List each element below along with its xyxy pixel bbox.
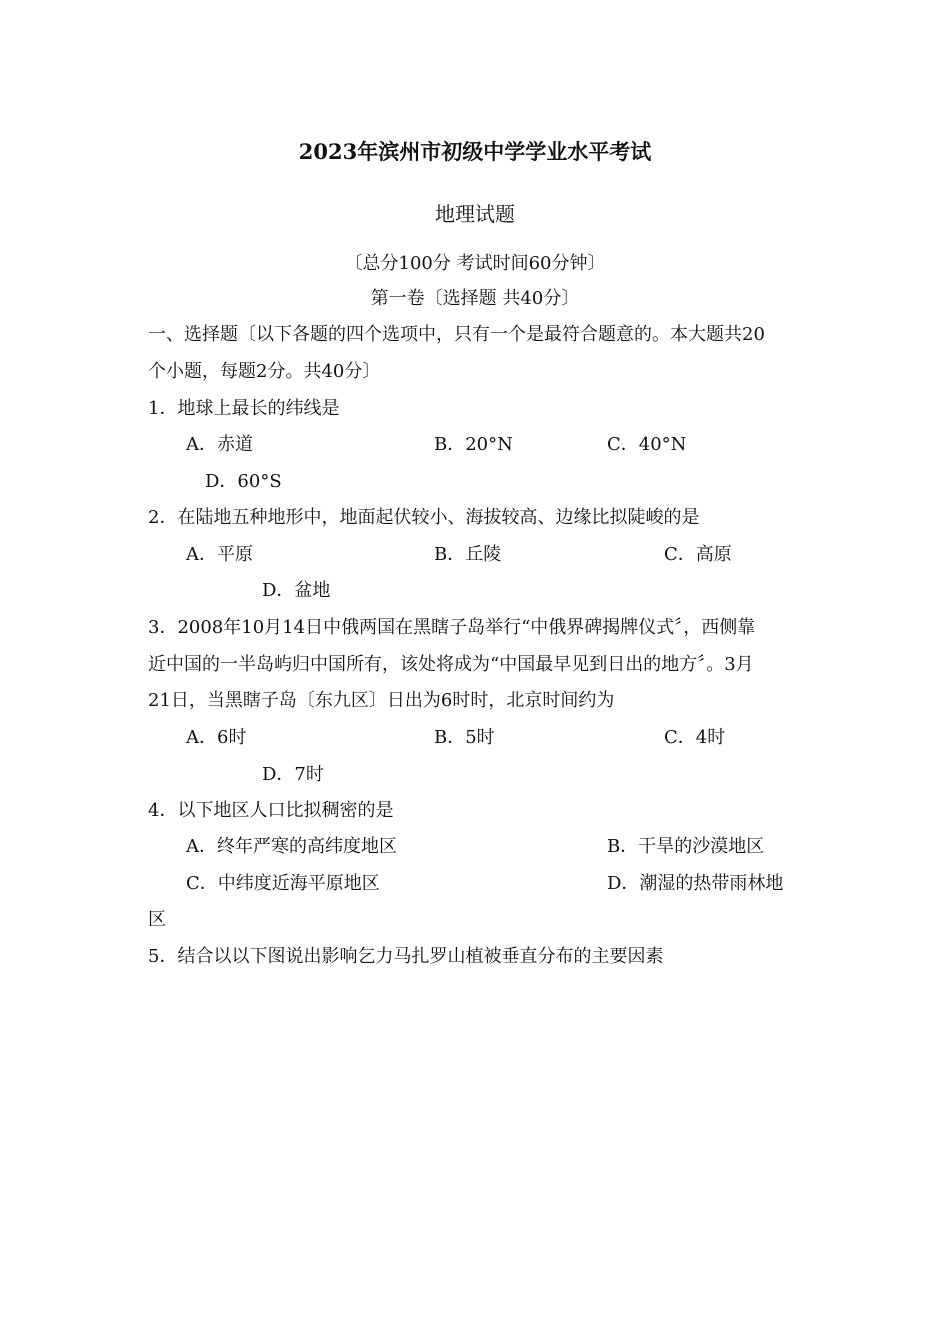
question-4-option-c: C．中纬度近海平原地区 <box>186 873 380 894</box>
section-intro-line-1: 一、选择题〔以下各题的四个选项中，只有一个是最符合题意的。本大题共20 <box>148 324 765 345</box>
section-intro-line-2: 个小题，每题2分。共40分〕 <box>148 361 381 382</box>
question-1-option-c: C．40°N <box>607 434 687 455</box>
question-3-stem-line-2: 近中国的一半岛屿归中国所有，该处将成为“中国最早见到日出的地方〞。3月 <box>148 654 754 675</box>
question-2-stem: 2．在陆地五种地形中，地面起伏较小、海拔较高、边缘比拟陡峻的是 <box>148 507 700 528</box>
question-3-option-b: B．5时 <box>434 727 495 748</box>
question-5-stem: 5．结合以以下图说出影响乞力马扎罗山植被垂直分布的主要因素 <box>148 946 664 967</box>
question-3-stem-line-3: 21日，当黑瞎子岛〔东九区〕日出为6时时，北京时间约为 <box>148 690 615 711</box>
question-2-option-d: D．盆地 <box>262 580 331 601</box>
question-4-option-d-wrap: 区 <box>148 909 166 930</box>
volume-title: 第一卷〔选择题 共40分〕 <box>370 288 580 309</box>
question-1-option-a: A．赤道 <box>186 434 253 455</box>
question-3-option-a: A．6时 <box>186 727 247 748</box>
question-2-option-b: B．丘陵 <box>434 544 502 565</box>
question-1-option-d: D．60°S <box>205 471 282 492</box>
question-2-option-c: C．高原 <box>664 544 732 565</box>
exam-title: 2023年滨州市初级中学学业水平考试 <box>298 139 652 164</box>
exam-info: 〔总分100分 考试时间60分钟〕 <box>344 253 606 274</box>
question-4-stem: 4．以下地区人口比拟稠密的是 <box>148 800 394 821</box>
subject-title: 地理试题 <box>435 202 515 226</box>
question-1-option-b: B．20°N <box>434 434 513 455</box>
question-3-option-d: D．7时 <box>262 764 324 785</box>
question-2-option-a: A．平原 <box>186 544 253 565</box>
question-1-stem: 1．地球上最长的纬线是 <box>148 398 340 419</box>
question-4-option-a: A．终年严寒的高纬度地区 <box>186 836 397 857</box>
question-4-option-d: D．潮湿的热带雨林地 <box>607 873 784 894</box>
question-3-option-c: C．4时 <box>664 727 726 748</box>
question-4-option-b: B．干旱的沙漠地区 <box>607 836 765 857</box>
question-3-stem-line-1: 3．2008年10月14日中俄两国在黑瞎子岛举行“中俄界碑揭牌仪式〞，西侧靠 <box>148 617 756 638</box>
